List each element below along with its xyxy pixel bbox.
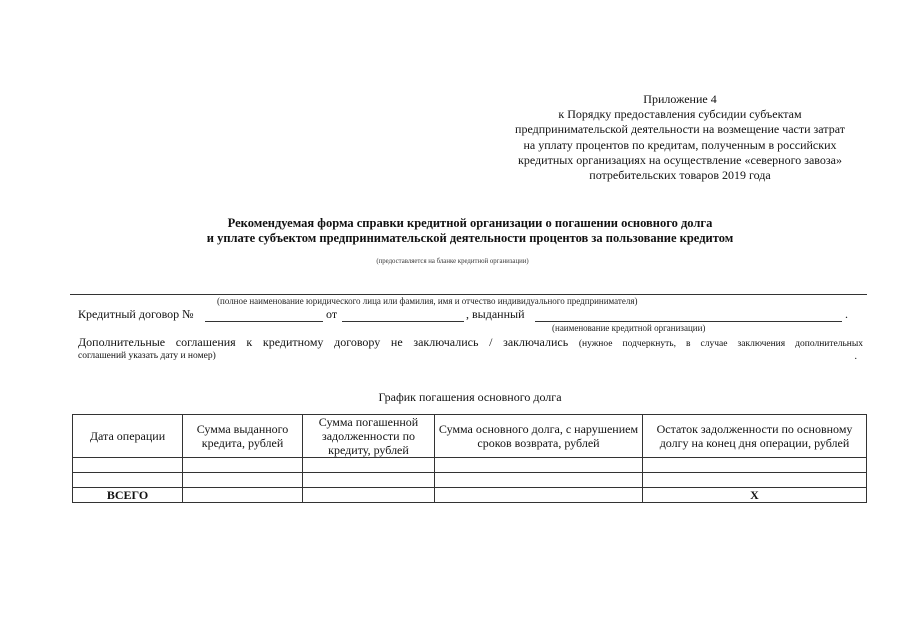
table-cell[interactable] <box>183 488 303 503</box>
document-title <box>100 216 840 245</box>
bank-name-field[interactable] <box>535 321 842 322</box>
appendix-line: Приложение 4 <box>643 92 717 106</box>
appendix-line: потребительских товаров 2019 года <box>589 168 771 183</box>
additional-agreements-text <box>78 335 863 351</box>
table-cell[interactable] <box>73 473 183 488</box>
table-cell[interactable] <box>303 473 435 488</box>
header-remaining-debt: Остаток задолженности по основному долгу на конец дня операции, рублей <box>643 415 867 458</box>
header-issued-amount: Сумма выданного кредита, рублей <box>183 415 303 458</box>
table-cell[interactable] <box>303 488 435 503</box>
table-header-row <box>73 415 867 458</box>
table-cell[interactable] <box>643 473 867 488</box>
additional-agreements-note: (нужное подчеркнуть, в случае заключения дополнительных <box>578 339 864 349</box>
table-row <box>73 473 867 488</box>
bank-name-note: (наименование кредитной организации) <box>552 323 706 333</box>
entity-name-line[interactable] <box>70 294 867 295</box>
additional-agreements-note-line <box>78 351 863 361</box>
table-cell[interactable] <box>303 458 435 473</box>
header-overdue-debt: Сумма основного долга, с нарушением сроков возврата, рублей <box>435 415 643 458</box>
appendix-line: к Порядку предоставления субсидии субъектам <box>558 107 802 122</box>
appendix-line: предпринимательской деятельности на возмещение части затрат <box>515 122 845 137</box>
contract-end-dot: . <box>845 307 848 321</box>
additional-agreements-dot: . <box>854 351 857 362</box>
table-cell[interactable] <box>435 473 643 488</box>
appendix-header <box>490 92 870 183</box>
header-date: Дата операции <box>73 415 183 458</box>
contract-date-label: от <box>326 307 338 321</box>
entity-name-note: (полное наименование юридического лица или фамилия, имя и отчество индивидуального предпринимателя) <box>217 296 638 306</box>
table-cell[interactable] <box>183 458 303 473</box>
issued-by-label: , выданный <box>466 307 525 321</box>
table-cell[interactable] <box>435 458 643 473</box>
title-line-2: и уплате субъектом предпринимательской деятельности процентов за пользование кредитом <box>206 230 734 245</box>
additional-agreements-label: Дополнительные соглашения к кредитному договору не заключались / заключались <box>78 335 569 349</box>
additional-agreements-note-cont: соглашений указать дату и номер) <box>78 351 216 361</box>
total-last-mark: Х <box>643 488 867 503</box>
schedule-title: График погашения основного долга <box>378 390 562 404</box>
table-total-row <box>73 488 867 503</box>
letterhead-note: (предоставляется на бланке кредитной организации) <box>376 258 529 265</box>
contract-number-label: Кредитный договор № <box>78 307 194 321</box>
table-cell[interactable] <box>183 473 303 488</box>
appendix-line: кредитных организациях на осуществление «северного завоза» <box>518 152 842 167</box>
contract-date-field[interactable] <box>342 321 464 322</box>
table-cell[interactable] <box>435 488 643 503</box>
table-cell[interactable] <box>73 458 183 473</box>
title-line-1: Рекомендуемая форма справки кредитной организации о погашении основного долга <box>227 216 713 230</box>
repayment-schedule-table <box>72 414 867 503</box>
appendix-line: на уплату процентов по кредитам, полученным в российских <box>523 137 837 152</box>
header-repaid-amount: Сумма погашенной задолженности по кредиту, рублей <box>303 415 435 458</box>
total-label: ВСЕГО <box>73 488 183 503</box>
contract-number-field[interactable] <box>205 321 323 322</box>
table-row <box>73 458 867 473</box>
table-cell[interactable] <box>643 458 867 473</box>
